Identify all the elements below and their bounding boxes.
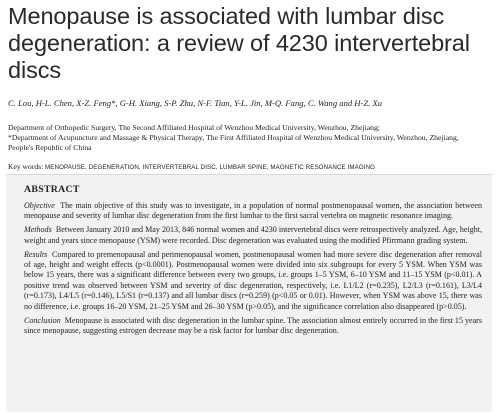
abstract-conclusion (24, 316, 482, 337)
keywords-label: Key words: (8, 162, 44, 171)
affiliation-1: Department of Orthopedic Surgery, The Second Affiliated Hospital of Wenzhou Medical University, Wenzhou, Zhejiang; (8, 123, 380, 132)
author-list: C. Lou, H-L. Chen, X-Z. Feng*, G-H. Xiang, S-P. Zhu, N-F. Tian, Y-L. Jin, M-Q. Fang, C. Wang and H-Z. Xu (8, 98, 382, 108)
keywords-line (8, 162, 496, 173)
abstract-body (24, 201, 482, 340)
article-title: Menopause is associated with lumbar disc degeneration: a review of 4230 intervertebral discs (8, 3, 470, 83)
keywords-list: MENOPAUSE, DEGENERATION, INTERVERTEBRAL DISC, LUMBAR SPINE, MAGNETIC RESONANCE IMAGING (45, 164, 376, 171)
section-text: Menopause is associated with disc degeneration in the lumbar spine. The association almost entirely occurred in the first 15 years since menopause, suggesting estrogen decrease may be a risk factor for lumbar disc degeneration. (24, 315, 482, 335)
abstract-objective (24, 201, 482, 222)
section-text: Between January 2010 and May 2013, 846 normal women and 4230 intervertebral discs were retrospectively analyzed. Age, height, weight and years since menopause (YSM) were recorded. Disc degeneration was evaluated using the modified Pfirrmann grading system. (24, 225, 482, 245)
section-label: Conclusion (24, 315, 61, 325)
section-text: Compared to premenopausal and perimenopausal women, postmenopausal women had more severe disc degeneration after removal of age, height and weight effects (p<0.0001). Postmenopausal women were divided into six subgroups for every 5 YSM. When YSM was below 15 years, there was a significant difference between every two groups, i.e. groups 1–5 YSM, 6–10 YSM and 11–15 YSM (p<0.01). A positive trend was observed between YSM and severity of disc degeneration, respectively, i.e. L1/L2 (r=0.235), L2/L3 (r=0.161), L3/L4 (r=0.173), L4/L5 (r=0.146), L5/S1 (r=0.137) and all lumbar discs (r=0.259) (p<0.05 or 0.01). However, when YSM was above 15, there was no difference, i.e. groups 16–20 YSM, 21–25 YSM and 26–30 YSM (p>0.05), and the significance correlation also disappeared (p>0.05). (24, 249, 482, 311)
abstract-heading: ABSTRACT (24, 184, 80, 195)
abstract-methods (24, 225, 482, 246)
abstract-results (24, 250, 482, 312)
section-label: Methods (24, 225, 52, 235)
affiliation-2: *Department of Acupuncture and Massage & Physical Therapy, The First Affiliated Hospital of Wenzhou Medical University, Wenzhou, Zhejiang, People's Republic of China (8, 132, 459, 152)
affiliations (8, 123, 478, 152)
section-label: Objective (24, 201, 55, 210)
abstract-box (6, 174, 492, 412)
section-text: The main objective of this study was to investigate, in a population of normal postmenopausal women, the association between menopause and severity of lumbar disc degeneration from the first lumbar to the first sacral vertebra on magnetic resonance imaging. (24, 201, 483, 221)
section-label: Results (24, 249, 48, 259)
